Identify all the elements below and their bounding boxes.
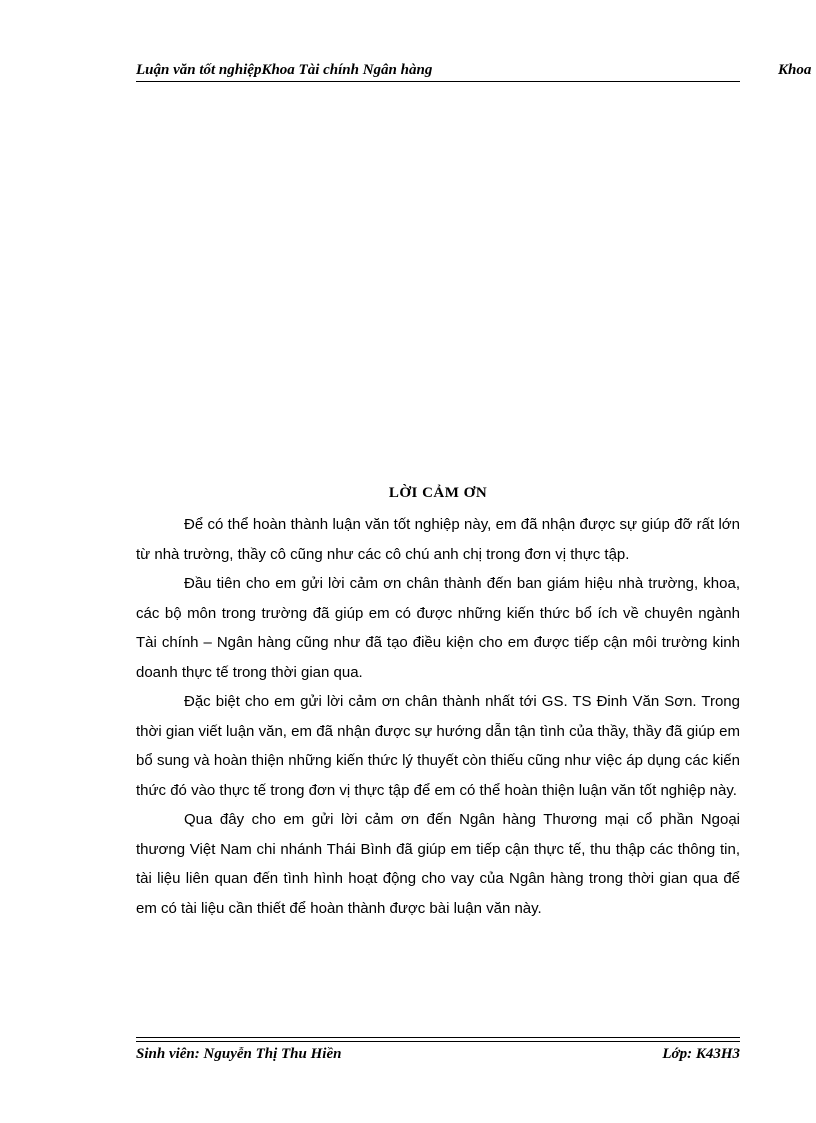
paragraph-2: Đầu tiên cho em gửi lời cảm ơn chân thành đến ban giám hiệu nhà trường, khoa, các bộ môn trong trường đã giúp em có được những kiến thức bổ ích về chuyên ngành Tài chính – Ngân hàng cũng như đã tạo điều kiện cho em được tiếp cận môi trường kinh doanh thực tế trong thời gian qua. <box>136 575 740 681</box>
header-right-text: Khoa <box>778 62 812 78</box>
page-header <box>136 59 812 81</box>
header-rule <box>136 81 740 82</box>
paragraph-1: Để có thể hoàn thành luận văn tốt nghiệp này, em đã nhận được sự giúp đỡ rất lớn từ nhà trường, thầy cô cũng như các cô chú anh chị trong đơn vị thực tập. <box>136 516 740 563</box>
page-footer <box>136 1043 740 1065</box>
page-title: LỜI CẢM ƠN <box>388 485 488 501</box>
document-body <box>136 510 740 923</box>
paragraph-3: Đặc biệt cho em gửi lời cảm ơn chân thành nhất tới GS. TS Đinh Văn Sơn. Trong thời gian viết luận văn, em đã nhận được sự hướng dẫn tận tình của thầy, thầy đã giúp em bổ sung và hoàn thiện những kiến thức lý thuyết còn thiếu cũng như việc áp dụng các kiến thức đó vào thực tế trong đơn vị thực tập để em có thể hoàn thiện luận văn tốt nghiệp này. <box>136 693 740 799</box>
footer-rule-thick <box>136 1037 740 1038</box>
footer-student: Sinh viên: Nguyễn Thị Thu Hiền <box>136 1046 342 1062</box>
footer-rule-thin <box>136 1041 740 1042</box>
header-title: Luận văn tốt nghiệpKhoa Tài chính Ngân hàng <box>136 62 433 78</box>
paragraph-4: Qua đây cho em gửi lời cảm ơn đến Ngân hàng Thương mại cổ phần Ngoại thương Việt Nam chi nhánh Thái Bình đã giúp em tiếp cận thực tế, thu thập các thông tin, tài liệu liên quan đến tình hình hoạt động cho vay của Ngân hàng trong thời gian qua để em có tài liệu cần thiết để hoàn thành được bài luận văn này. <box>136 811 740 917</box>
footer-class: Lớp: K43H3 <box>662 1046 740 1062</box>
